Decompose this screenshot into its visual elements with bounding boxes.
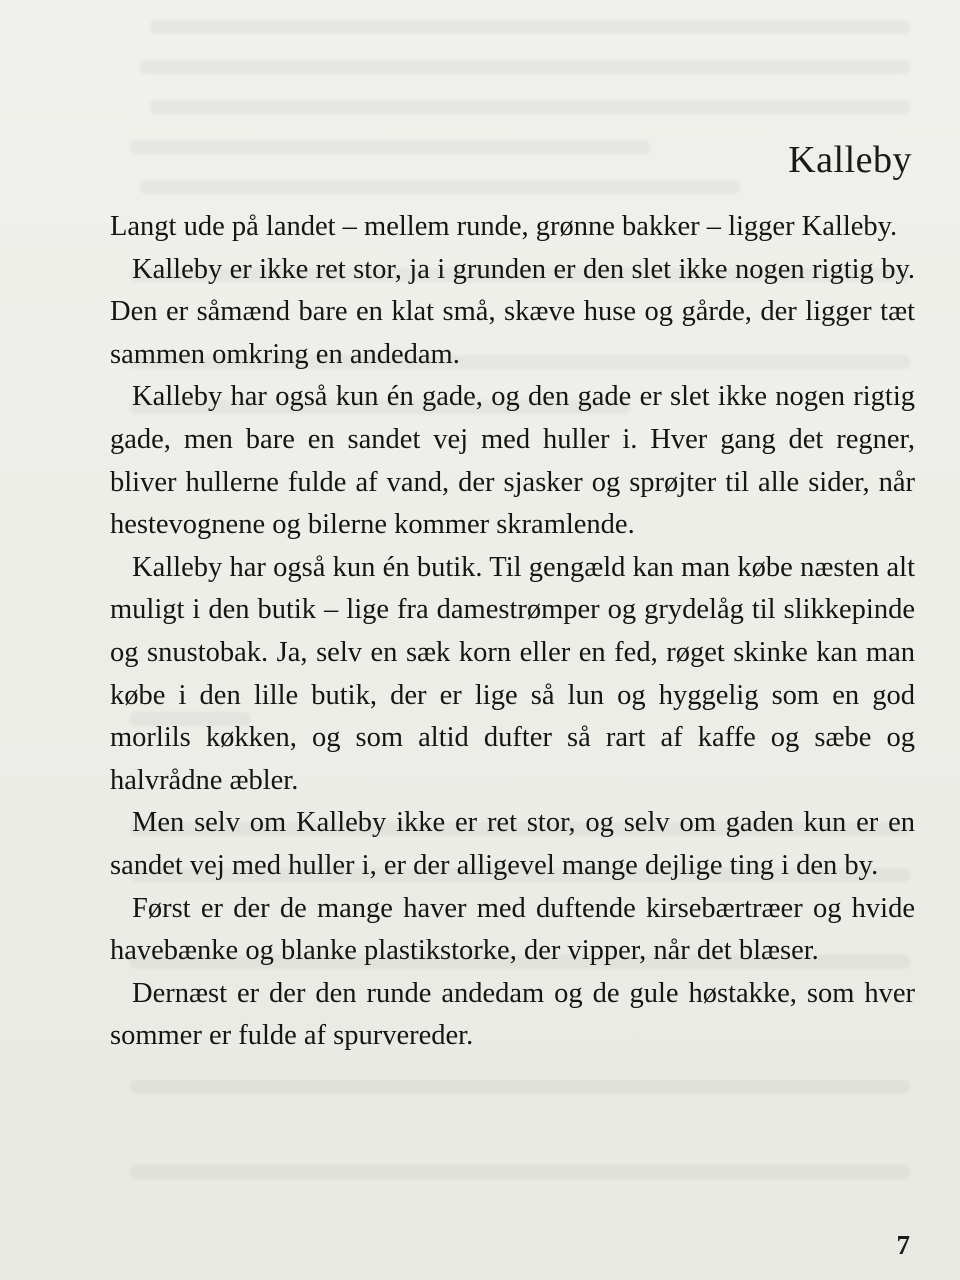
paragraph-2: Kalleby er ikke ret stor, ja i grunden er den slet ikke nogen rigtig by. Den er såmænd bare en klat små, skæve huse og gårde, der ligger tæt sammen omkring en andedam.: [110, 253, 915, 370]
paragraph-5: Men selv om Kalleby ikke er ret stor, og selv om gaden kun er en sandet vej med huller i, er der alligevel mange dejlige ting i den by.: [110, 807, 915, 881]
page-number: 7: [896, 1230, 910, 1260]
paragraph-4: Kalleby har også kun én butik. Til gengæld kan man købe næsten alt muligt i den butik – lige fra damestrømper og grydelåg til slikkepinde og snustobak. Ja, selv en sæk korn eller en fed, røget skinke kan man købe i den lille butik, der er lige så lun og hyggelig som en god morlils køkken, og som altid dufter så rart af kaffe og sæbe og halvrådne æbler.: [110, 551, 915, 796]
paragraph-6: Først er der de mange haver med duftende kirsebærtræer og hvide havebænke og blanke plastikstorke, der vipper, når det blæser.: [110, 892, 915, 967]
paragraph-7: Dernæst er der den runde andedam og de gule høstakke, som hver sommer er fulde af spurvereder.: [110, 977, 915, 1052]
body-text: [110, 206, 915, 1058]
paragraph-1: Langt ude på landet – mellem runde, grønne bakker – ligger Kalleby.: [110, 211, 898, 242]
chapter-title: Kalleby: [788, 139, 912, 181]
paragraph-3: Kalleby har også kun én gade, og den gade er slet ikke nogen rigtig gade, men bare en sandet vej med huller i. Hver gang det regner, bliver hullerne fulde af vand, der sjasker og sprøjter til alle sider, når hestevognene og bilerne kommer skramlende.: [110, 381, 915, 541]
